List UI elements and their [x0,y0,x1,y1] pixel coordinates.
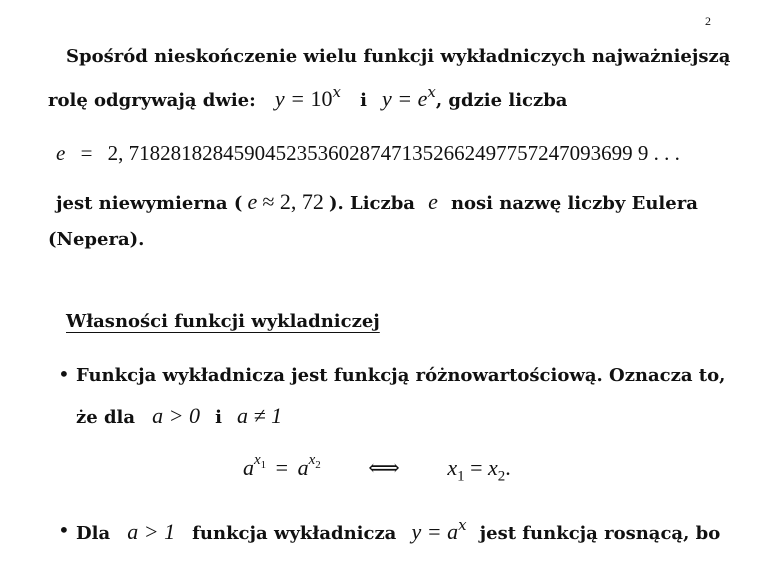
text-fragment: nosi nazwę liczby Eulera [450,193,698,214]
math-exponent: x2 [308,451,321,471]
paragraph-line [48,82,568,112]
text-fragment: rolę odgrywają dwie: [48,90,256,111]
iff-icon: ⟺ [368,455,400,480]
section-heading: Własności funkcji wykladniczej [66,311,380,332]
bullet-icon: • [58,518,70,542]
math-a: a [447,519,459,544]
math-condition: a > 1 [127,519,176,544]
e-value-line [56,141,680,166]
text-fragment: że dla [76,407,136,428]
math-condition: a > 0 [152,403,200,428]
paragraph-line: Spośród nieskończenie wielu funkcji wykładniczych najważniejszą [66,46,731,67]
math-exponent: x [332,82,341,101]
math-y: y = [382,86,418,111]
math-condition: a ≠ 1 [237,403,283,428]
math-e: e [428,189,438,214]
math-subscript: 1 [457,468,465,485]
bullet-icon: • [58,362,70,386]
conjunction: i [360,90,367,111]
math-x: x [488,455,498,480]
e-digits: 2, 718281828459045235360287471352662497757247093699 9 . . . [107,141,680,165]
math-a: a [243,455,254,480]
math-equals: = [470,455,483,480]
page-number: 2 [705,14,711,28]
text-fragment: ). Liczba [329,193,415,214]
paragraph-line [56,189,698,215]
conjunction: i [215,407,222,428]
math-equals: = [275,455,289,480]
text-fragment: jest niewymierna ( [56,193,243,214]
bullet-line: Funkcja wykładnicza jest funkcją różnowartościową. Oznacza to, [76,365,726,386]
math-exponent: x1 [254,451,267,471]
math-y: y = [274,86,311,111]
math-exponent: x [427,82,436,101]
math-approx: ≈ 2, 72 [262,189,324,214]
math-subscript: 2 [497,468,506,485]
math-e: e [56,141,66,165]
text-fragment: jest funkcją rosnącą, bo [479,523,721,544]
math-y: y = [411,519,448,544]
text-fragment: Dla [76,523,111,544]
math-ten: 10 [310,86,333,111]
math-e: e [247,189,258,214]
equation: $a^{x_1} = a^{x_2}$ ⟺ $x_1 = x_2$. [243,451,511,485]
bullet-line [76,403,282,429]
text-fragment: funkcja wykładnicza [192,523,397,544]
paragraph-line: (Nepera). [48,229,145,250]
bullet-line [76,515,721,545]
math-x: x [447,455,458,480]
math-exponent: x [458,515,467,534]
math-equals: = [80,141,93,165]
text-fragment: , gdzie liczba [435,90,568,111]
math-a: a [297,455,309,480]
math-e: e [417,86,428,111]
